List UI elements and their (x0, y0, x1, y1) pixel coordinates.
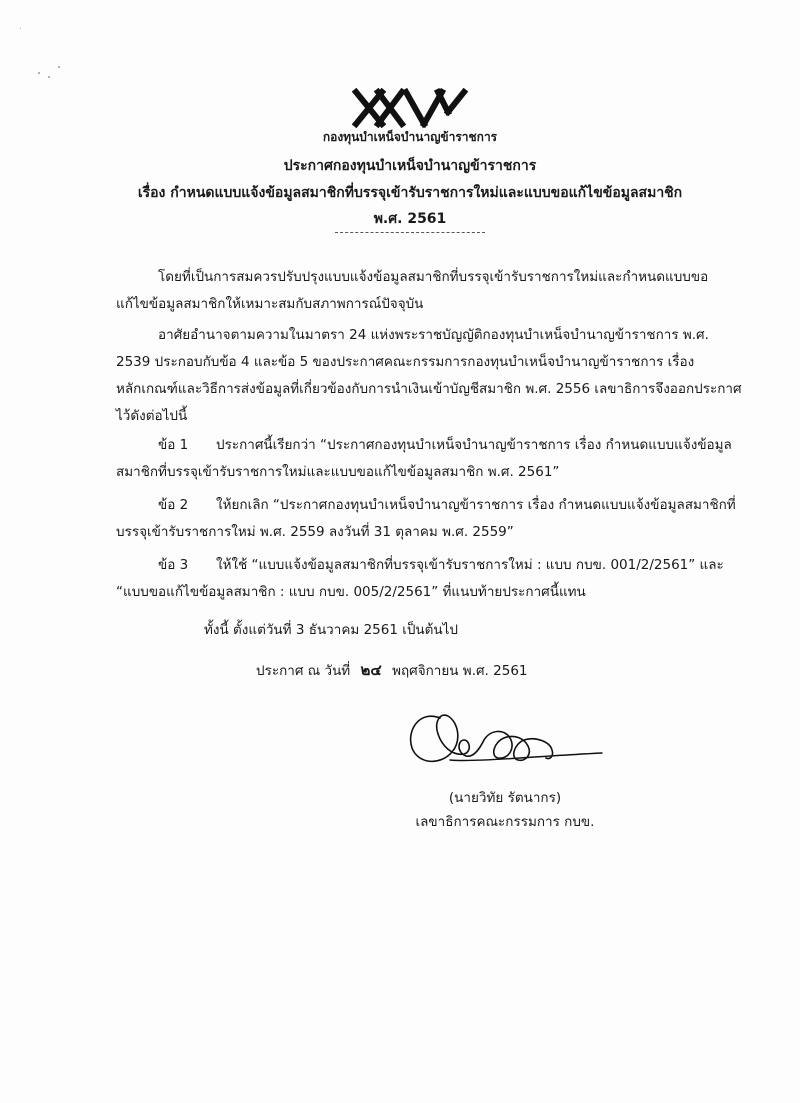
signer-name: (นายวิทัย รัตนากร) (448, 790, 562, 806)
text-line: หลักเกณฑ์และวิธีการส่งข้อมูลที่เกี่ยวข้องกับการนำเงินเข้าบัญชีสมาชิก พ.ศ. 2556 เลขาธิการจึงออกประกาศ (116, 381, 742, 397)
text-line: บรรจุเข้ารับราชการใหม่ พ.ศ. 2559 ลงวันที่ 31 ตุลาคม พ.ศ. 2559” (116, 524, 514, 540)
scan-speck (48, 76, 50, 78)
org-name: กองทุนบำเหน็จบำนาญข้าราชการ (322, 130, 498, 144)
clause-1 (116, 432, 732, 486)
announcement-year: พ.ศ. 2561 (373, 211, 447, 227)
text-line (116, 552, 724, 579)
text-line (116, 492, 736, 519)
scan-speck (20, 28, 21, 29)
text-line: 2539 ประกอบกับข้อ 4 และข้อ 5 ของประกาศคณะกรรมการกองทุนบำเหน็จบำนาญข้าราชการ เรื่อง (116, 354, 695, 370)
announced-day: ๒๔ (360, 661, 382, 679)
announced-suffix: พฤศจิกายน พ.ศ. 2561 (392, 663, 528, 679)
text-line: สมาชิกที่บรรจุเข้ารับราชการใหม่และแบบขอแก้ไขข้อมูลสมาชิก พ.ศ. 2561” (116, 464, 560, 480)
scan-speck (38, 72, 40, 74)
scan-speck (58, 66, 60, 68)
paragraph-rationale (116, 264, 708, 318)
separator-line (335, 232, 485, 233)
announced-prefix: ประกาศ ณ วันที่ (256, 663, 351, 679)
clause-text: ให้ยกเลิก “ประกาศกองทุนบำเหน็จบำนาญข้าราชการ เรื่อง กำหนดแบบแจ้งข้อมูลสมาชิกที่ (216, 497, 736, 513)
text-line: แก้ไขข้อมูลสมาชิกให้เหมาะสมกับสภาพการณ์ปัจจุบัน (116, 296, 424, 312)
text-line: ไว้ดังต่อไปนี้ (116, 408, 188, 424)
announcement-title: ประกาศกองทุนบำเหน็จบำนาญข้าราชการ (283, 158, 537, 174)
paragraph-authority (116, 322, 742, 430)
announcement-subject: เรื่อง กำหนดแบบแจ้งข้อมูลสมาชิกที่บรรจุเข้ารับราชการใหม่และแบบขอแก้ไขข้อมูลสมาชิก (137, 185, 683, 201)
clause-3 (116, 552, 724, 606)
effective-date: ทั้งนี้ ตั้งแต่วันที่ 3 ธันวาคม 2561 เป็นต้นไป (204, 622, 458, 638)
clause-number: ข้อ 1 (158, 437, 189, 453)
signer-title: เลขาธิการคณะกรรมการ กบข. (415, 814, 595, 830)
clause-number: ข้อ 2 (158, 497, 189, 513)
announcement-date (256, 658, 528, 682)
gpf-logo (352, 88, 470, 128)
clause-text: ประกาศนี้เรียกว่า “ประกาศกองทุนบำเหน็จบำนาญข้าราชการ เรื่อง กำหนดแบบแจ้งข้อมูล (216, 437, 732, 453)
text-line (116, 432, 732, 459)
text-line: โดยที่เป็นการสมควรปรับปรุงแบบแจ้งข้อมูลสมาชิกที่บรรจุเข้ารับราชการใหม่และกำหนดแบบขอ (158, 269, 709, 285)
signature-image (400, 700, 605, 775)
clause-number: ข้อ 3 (158, 557, 189, 573)
text-line: “แบบขอแก้ไขข้อมูลสมาชิก : แบบ กบข. 005/2/2561” ที่แนบท้ายประกาศนี้แทน (116, 584, 586, 600)
text-line: อาศัยอำนาจตามความในมาตรา 24 แห่งพระราชบัญญัติกองทุนบำเหน็จบำนาญข้าราชการ พ.ศ. (158, 327, 709, 343)
clause-text: ให้ใช้ “แบบแจ้งข้อมูลสมาชิกที่บรรจุเข้ารับราชการใหม่ : แบบ กบข. 001/2/2561” และ (216, 557, 724, 573)
clause-2 (116, 492, 736, 546)
